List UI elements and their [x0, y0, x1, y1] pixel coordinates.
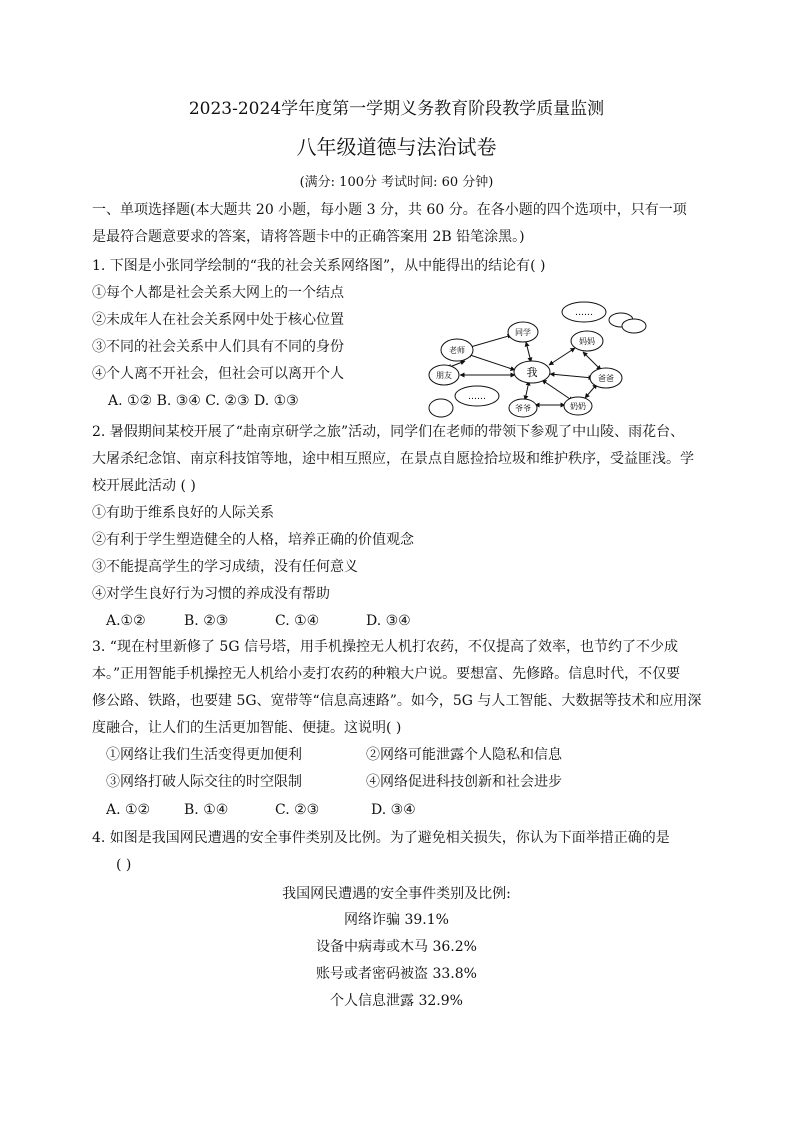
svg-text:朋友: 朋友 — [436, 371, 452, 380]
bubble-small-2 — [622, 319, 646, 333]
svg-text:奶奶: 奶奶 — [570, 402, 586, 411]
q2-item-1: ①有助于维系良好的人际关系 — [92, 505, 274, 521]
q3-item-3: ③网络打破人际交往的时空限制 — [106, 774, 302, 790]
q3-item-4: ④网络促进科技创新和社会进步 — [366, 774, 562, 790]
q4-row-3: 账号或者密码被盗 33.8% — [316, 966, 477, 982]
q2-stem-line1: 2. 暑假期间某校开展了“赴南京研学之旅”活动，同学们在老师的带领下参观了中山陵、雨花台、 — [92, 424, 685, 440]
q3-option-b: B. ①④ — [184, 802, 229, 818]
q1-item-2: ②未成年人在社会关系网中处于核心位置 — [92, 312, 344, 328]
q3-option-a: A. ①② — [106, 802, 151, 818]
q2-option-d: D. ③④ — [366, 613, 411, 629]
exam-info: (满分: 100分 考试时间: 60 分钟) — [299, 175, 494, 190]
q1-item-3: ③不同的社会关系中人们具有不同的身份 — [92, 339, 344, 355]
section-intro-line2: 是最符合题意要求的答案，请将答题卡中的正确答案用 2B 铅笔涂黑。) — [92, 229, 525, 245]
node-classmate — [508, 322, 538, 342]
q1-options: A. ①② B. ③④ C. ②③ D. ①③ — [108, 393, 299, 409]
q2-option-b: B. ②③ — [184, 613, 229, 629]
ellipsis-top: …… — [575, 308, 593, 318]
bubble-small-3 — [429, 399, 453, 417]
q4-chart-title: 我国网民遭遇的安全事件类别及比例: — [282, 886, 511, 902]
ellipsis-left: …… — [468, 392, 486, 402]
q2-item-2: ②有利于学生塑造健全的人格，培养正确的价值观念 — [92, 532, 414, 548]
q3-stem-line4: 度融合，让人们的生活更加智能、便捷。这说明( ) — [92, 720, 402, 736]
q4-row-2: 设备中病毒或木马 36.2% — [316, 939, 477, 955]
q3-stem-line2: 本。”正用智能手机操控无人机给小麦打农药的种粮大户说。要想富、先修路。信息时代，不仅要 — [92, 666, 681, 682]
exam-title: 2023-2024学年度第一学期义务教育阶段教学质量监测 — [188, 99, 605, 119]
q2-item-3: ③不能提高学生的学习成绩，没有任何意义 — [92, 559, 358, 575]
q4-stem-line2: ( ) — [116, 857, 132, 873]
node-friend — [429, 365, 459, 385]
q1-stem: 1. 下图是小张同学绘制的“我的社会关系网络图”，从中能得出的结论有( ) — [92, 258, 546, 274]
node-center-me — [514, 361, 550, 383]
q3-stem-line3: 修公路、铁路，也要建 5G、宽带等“信息高速路”。如今，5G 与人工智能、大数据等技术和应用深 — [92, 693, 702, 709]
q3-stem-line1: 3. “现在村里新修了 5G 信号塔，用手机操控无人机打农药，不仅提高了效率，也节约了不少成 — [92, 639, 678, 655]
q1-item-1: ①每个人都是社会关系大网上的一个结点 — [92, 285, 344, 301]
q4-stem-line1: 4. 如图是我国网民遭遇的安全事件类别及比例。为了避免相关损失，你认为下面举措正确的是 — [92, 830, 670, 846]
node-teacher — [441, 339, 473, 361]
node-mom — [571, 331, 603, 351]
node-grandpa — [509, 399, 537, 417]
q2-option-a: A.①② — [106, 613, 146, 629]
node-grandma — [564, 397, 592, 415]
q1-item-4: ④个人离不开社会，但社会可以离开个人 — [92, 366, 344, 382]
svg-text:爷爷: 爷爷 — [515, 404, 531, 413]
svg-text:老师: 老师 — [449, 346, 465, 355]
q3-option-c: C. ②③ — [275, 802, 320, 818]
section-intro-line1: 一、单项选择题(本大题共 20 小题，每小题 3 分，共 60 分。在各小题的四个选项中，只有一项 — [92, 202, 687, 218]
q3-option-d: D. ③④ — [371, 802, 416, 818]
q2-stem-line3: 校开展此活动 ( ) — [92, 478, 196, 494]
q4-row-1: 网络诈骗 39.1% — [344, 912, 449, 928]
exam-subtitle: 八年级道德与法治试卷 — [296, 135, 497, 159]
svg-text:我: 我 — [526, 366, 538, 379]
social-network-diagram — [425, 298, 665, 422]
svg-text:同学: 同学 — [515, 328, 531, 337]
q3-item-2: ②网络可能泄露个人隐私和信息 — [366, 747, 562, 763]
svg-text:爸爸: 爸爸 — [598, 374, 614, 383]
q2-stem-line2: 大屠杀纪念馆、南京科技馆等地，途中相互照应，在景点自愿捡拾垃圾和维护秩序，受益匪浅。学 — [92, 451, 694, 467]
q2-item-4: ④对学生良好行为习惯的养成没有帮助 — [92, 586, 330, 602]
svg-text:妈妈: 妈妈 — [579, 337, 595, 346]
q2-option-c: C. ①④ — [275, 613, 320, 629]
node-dad — [590, 368, 622, 388]
q3-item-1: ①网络让我们生活变得更加便利 — [106, 747, 302, 763]
q4-row-4: 个人信息泄露 32.9% — [330, 993, 463, 1009]
